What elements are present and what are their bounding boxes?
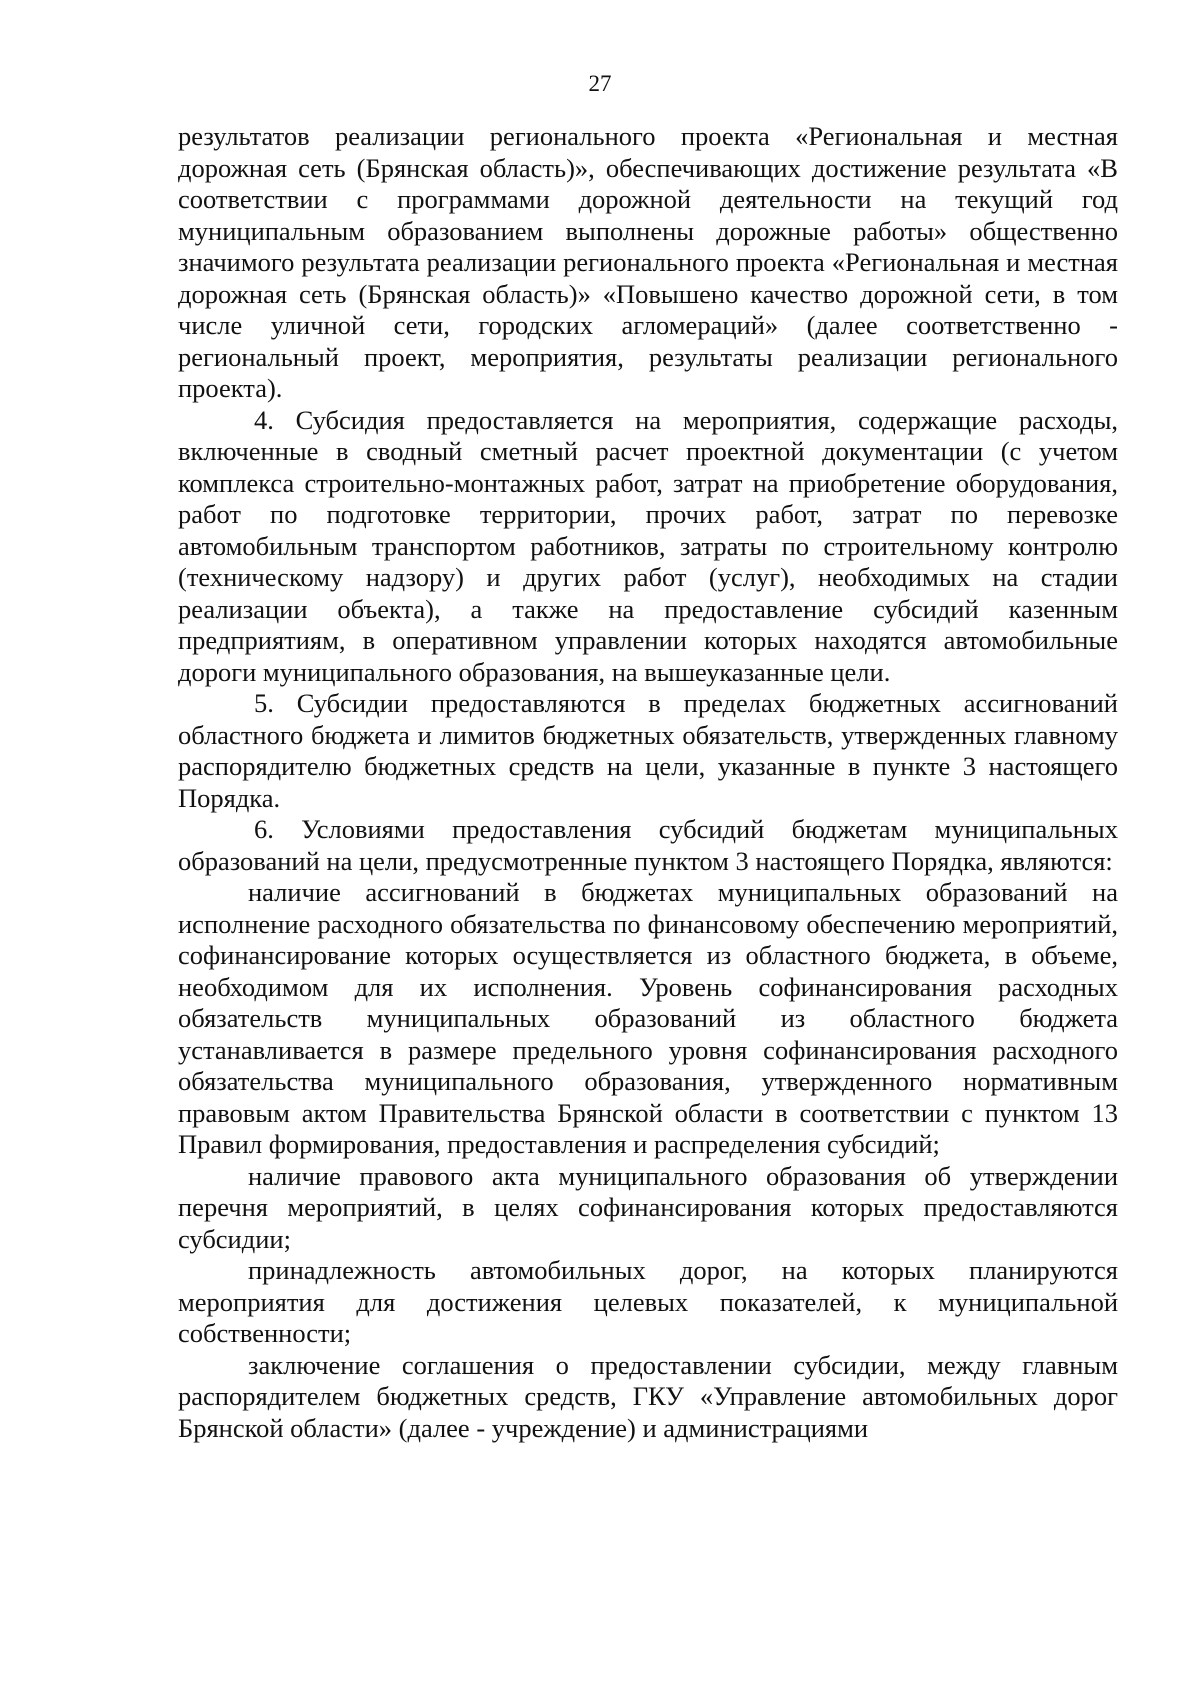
paragraph-item-6: 6. Условиями предоставления субсидий бюджетам муниципальных образований на цели, предусмотренные пунктом 3 настоящего Порядка, являются: [178,814,1118,876]
condition-assignments: наличие ассигнований в бюджетах муниципальных образований на исполнение расходного обязательства по финансовому обеспечению мероприятий, софинансирование которых осуществляется из областного бюджета, в объеме, необходимом для их исполнения. Уровень софинансирования расходных обязательств муниципальных образований из областного бюджета устанавливается в размере предельного уровня софинансирования расходного обязательства муниципального образования, утвержденного нормативным правовым актом Правительства Брянской области в соответствии с пунктом 13 Правил формирования, предоставления и распределения субсидий; [178,877,1118,1159]
document-body [178,121,1118,1444]
page-number: 27 [588,71,612,96]
condition-agreement: заключение соглашения о предоставлении субсидии, между главным распорядителем бюджетных средств, ГКУ «Управление автомобильных дорог Брянской области» (далее - учреждение) и администрациями [178,1349,1118,1443]
paragraph-item-5: 5. Субсидии предоставляются в пределах бюджетных ассигнований областного бюджета и лимитов бюджетных обязательств, утвержденных главному распорядителю бюджетных средств на цели, указанные в пункте 3 настоящего Порядка. [178,688,1118,813]
condition-road-ownership: принадлежность автомобильных дорог, на которых планируются мероприятия для достижения целевых показателей, к муниципальной собственности; [178,1255,1118,1348]
paragraph-item-4: 4. Субсидия предоставляется на мероприятия, содержащие расходы, включенные в сводный сметный расчет проектной документации (с учетом комплекса строительно-монтажных работ, затрат на приобретение оборудования, работ по подготовке территории, прочих работ, затрат по перевозке автомобильным транспортом работников, затраты по строительному контролю (техническому надзору) и других работ (услуг), необходимых на стадии реализации объекта), а также на предоставление субсидий казенным предприятиям, в оперативном управлении которых находятся автомобильные дороги муниципального образования, на вышеуказанные цели. [178,404,1118,687]
paragraph-intro: результатов реализации регионального проекта «Региональная и местная дорожная сеть (Брянская область)», обеспечивающих достижение результата «В соответствии с программами дорожной деятельности на текущий год муниципальным образованием выполнены дорожные работы» общественно значимого результата реализации регионального проекта «Региональная и местная дорожная сеть (Брянская область)» «Повышено качество дорожной сети, в том числе уличной сети, городских агломераций» (далее соответственно - региональный проект, мероприятия, результаты реализации регионального проекта). [178,121,1118,403]
condition-legal-act: наличие правового акта муниципального образования об утверждении перечня мероприятий, в целях софинансирования которых предоставляются субсидии; [178,1160,1118,1254]
